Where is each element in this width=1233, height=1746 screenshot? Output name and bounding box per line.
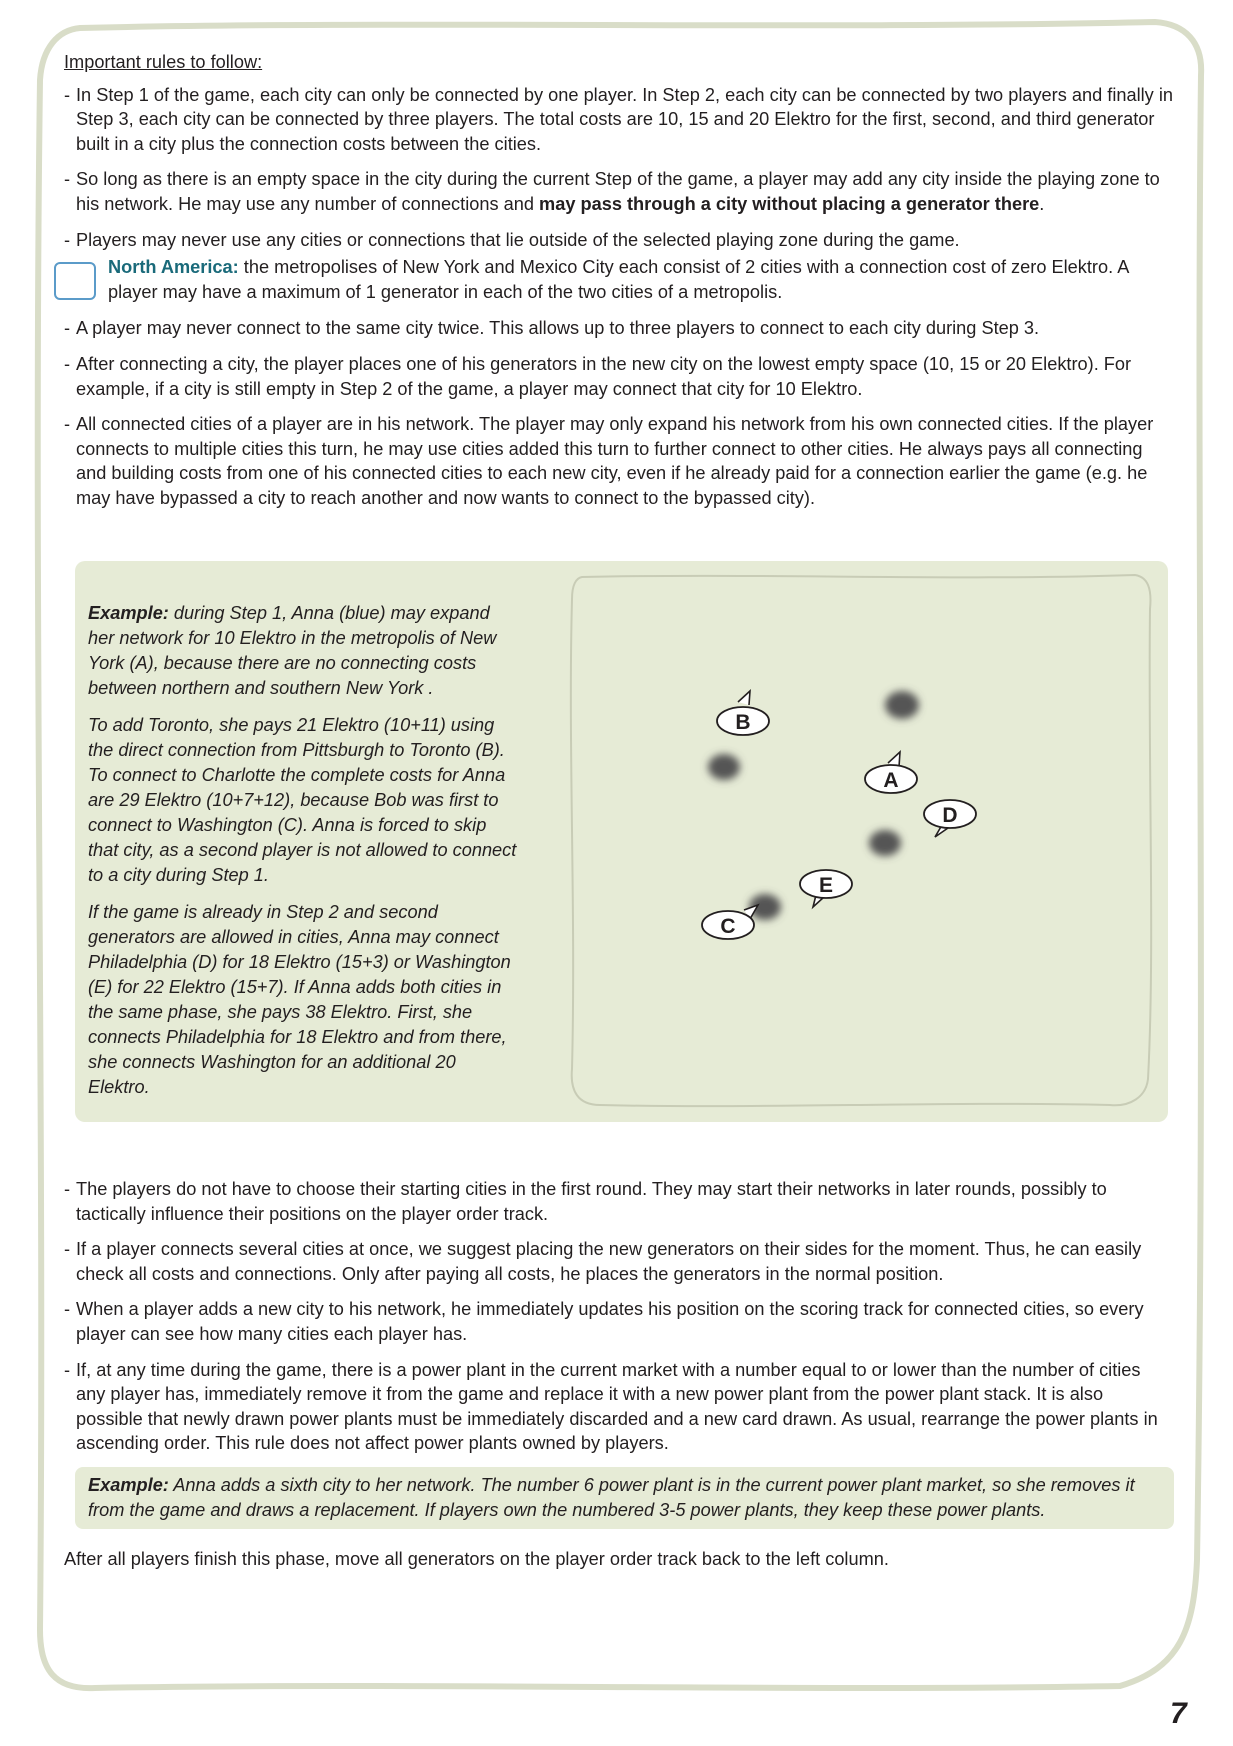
generator-token — [885, 691, 919, 719]
svg-text:E: E — [818, 874, 834, 897]
rule-item: - Players may never use any cities or connections that lie outside of the selected playing zone during the game. — [64, 229, 960, 250]
example-label: Example: — [88, 1474, 169, 1495]
example-paragraph: during Step 1, Anna (blue) may expand her network for 10 Elektro in the metropolis of New York (A), because there are no connecting costs between northern and southern New York . — [88, 603, 497, 698]
rule-item: - After connecting a city, the player places one of his generators in the new city on the lowest empty space (10, 15 or 20 Elektro). For example, if a city is still empty in Step 2 of the game, a player may connect that city for 10 Elektro. — [64, 353, 1132, 399]
map-label-c — [702, 905, 758, 939]
rule-text: In Step 1 of the game, each city can only be connected by one player. In Step 2, each city can be connected by two players and finally in Step 3, each city can be connected by three players. The total costs are 10, 15 and 20 Elektro for the first, second, and third generator built in a city plus the connection costs between the cities. — [76, 84, 1173, 154]
rule-item: - If, at any time during the game, there is a power plant in the current market with a number equal to or lower than the number of cities any player has, immediately remove it from the game and replace it with a new power plant from the power plant stack. It is also possible that newly drawn power plants must be immediately discarded and a new card drawn. As usual, rearrange the power plants in ascending order. This rule does not affect power plants owned by players. — [64, 1359, 1158, 1454]
rule-item: - All connected cities of a player are in his network. The player may only expand his network from his own connected cities. If the player connects to multiple cities this turn, he may use cities added this turn to further connect to other cities. He always pays all connecting and building costs from one of his connected cities to each new city, even if he already paid for a connection earlier the game (e.g. he may have bypassed a city to reach another and now wants to connect to the bypassed city). — [64, 414, 1154, 508]
rule-text: All connected cities of a player are in his network. The player may only expand his network from his own connected cities. If the player connects to multiple cities this turn, he may use cities added this turn to further connect to other cities. He always pays all connecting and building costs from one of his connected cities to each new city, even if he already paid for a connection earlier the game (e.g. he may have bypassed a city to reach another and now wants to connect to the bypassed city). — [76, 414, 1154, 508]
example-paragraph: If the game is already in Step 2 and second generators are allowed in cities, Anna may connect Philadelphia (D) for 18 Elektro (15+3) or Washington (E) for 22 Elektro (15+7). If Anna adds both cities in the same phase, she pays 38 Elektro. First, she connects Philadelphia for 18 Elektro and from there, she connects Washington for an additional 20 Elektro. — [88, 902, 511, 1097]
example-label: Example: — [88, 603, 169, 623]
generator-token — [869, 830, 901, 856]
generator-token — [708, 754, 740, 780]
rule-text: If, at any time during the game, there is a power plant in the current market with a number equal to or lower than the number of cities any player has, immediately remove it from the game and replace it with a new power plant from the power plant stack. It is also possible that newly drawn power plants must be immediately discarded and a new card drawn. As usual, rearrange the power plants in ascending order. This rule does not affect power plants owned by players. — [76, 1359, 1158, 1454]
region-note — [64, 255, 1174, 304]
example-panel — [75, 561, 1168, 1122]
example-box-2 — [75, 1467, 1174, 1529]
closing-instruction: After all players finish this phase, move all generators on the player order track back to the left column. — [64, 1548, 889, 1569]
rule-item: - The players do not have to choose their starting cities in the first round. They may start their networks in later rounds, possibly to tactically influence their positions on the player order track. — [64, 1179, 1107, 1224]
rules-content-bottom — [64, 1177, 1174, 1590]
rule-item: - If a player connects several cities at once, we suggest placing the new generators on their sides for the moment. Thus, he can easily check all costs and connections. Only after paying all costs, he places the generators in the normal position. — [64, 1239, 1142, 1284]
region-text: the metropolises of New York and Mexico City each consist of 2 cities with a connection cost of zero Elektro. A player may have a maximum of 1 generator in each of the two cities of a metropolis. — [108, 257, 1129, 302]
example-map — [560, 569, 1160, 1114]
example-text: Anna adds a sixth city to her network. The number 6 power plant is in the current power plant market, so she removes it from the game and draws a replacement. If players own the numbered 3-5 power plants, they keep these power plants. — [88, 1474, 1135, 1520]
rule-item: - So long as there is an empty space in the city during the current Step of the game, a player may add any city inside the playing zone to his network. He may use any number of connections and may pass through a city without placing a generator there. — [64, 169, 1160, 214]
rule-text: When a player adds a new city to his network, he immediately updates his position on the scoring track for connected cities, so every player can see how many cities each player has. — [76, 1299, 1144, 1344]
svg-text:D: D — [942, 804, 958, 827]
rule-emphasis: may pass through a city without placing a generator there — [539, 193, 1040, 214]
rules-content — [64, 50, 1174, 522]
rule-text: So long as there is an empty space in the city during the current Step of the game, a player may add any city inside the playing zone to his network. He may use any number of connections and — [76, 169, 1160, 214]
rule-item: - A player may never connect to the same city twice. This allows up to three players to connect to each city during Step 3. — [64, 318, 1040, 339]
rule-text: A player may never connect to the same city twice. This allows up to three players to connect to each city during Step 3. — [76, 318, 1040, 339]
rule-text: The players do not have to choose their starting cities in the first round. They may start their networks in later rounds, possibly to tactically influence their positions on the player order track. — [76, 1179, 1107, 1224]
map-label-b — [717, 691, 769, 735]
rule-text: If a player connects several cities at once, we suggest placing the new generators on their sides for the moment. Thus, he can easily check all costs and connections. Only after paying all costs, he places the generators in the normal position. — [76, 1239, 1142, 1284]
map-label-d — [924, 800, 976, 837]
rule-text: Players may never use any cities or connections that lie outside of the selected playing zone during the game. — [76, 229, 960, 250]
rule-item: - When a player adds a new city to his network, he immediately updates his position on the scoring track for connected cities, so every player can see how many cities each player has. — [64, 1299, 1144, 1344]
example-text — [88, 601, 518, 1112]
map-label-a — [865, 752, 917, 793]
region-name: North America: — [108, 257, 239, 278]
svg-text:A: A — [883, 769, 899, 792]
rule-item: - In Step 1 of the game, each city can only be connected by one player. In Step 2, each city can be connected by two players and finally in Step 3, each city can be connected by three players. The total costs are 10, 15 and 20 Elektro for the first, second, and third generator built in a city plus the connection costs between the cities. — [64, 84, 1173, 154]
map-label-e — [800, 870, 852, 907]
rule-text: After connecting a city, the player places one of his generators in the new city on the lowest empty space (10, 15 or 20 Elektro). For example, if a city is still empty in Step 2 of the game, a player may connect that city for 10 Elektro. — [76, 353, 1132, 399]
region-map-icon — [54, 262, 96, 300]
svg-text:B: B — [735, 711, 751, 734]
svg-text:C: C — [720, 915, 736, 938]
example-paragraph: To add Toronto, she pays 21 Elektro (10+11) using the direct connection from Pittsburgh to Toronto (B). To connect to Charlotte the complete costs for Anna are 29 Elektro (10+7+12), because Bob was first to connect to Washington (C). Anna is forced to skip that city, as a second player is not allowed to connect to a city during Step 1. — [88, 715, 517, 885]
rules-heading: Important rules to follow: — [64, 52, 263, 72]
page-number: 7 — [1170, 1697, 1187, 1730]
